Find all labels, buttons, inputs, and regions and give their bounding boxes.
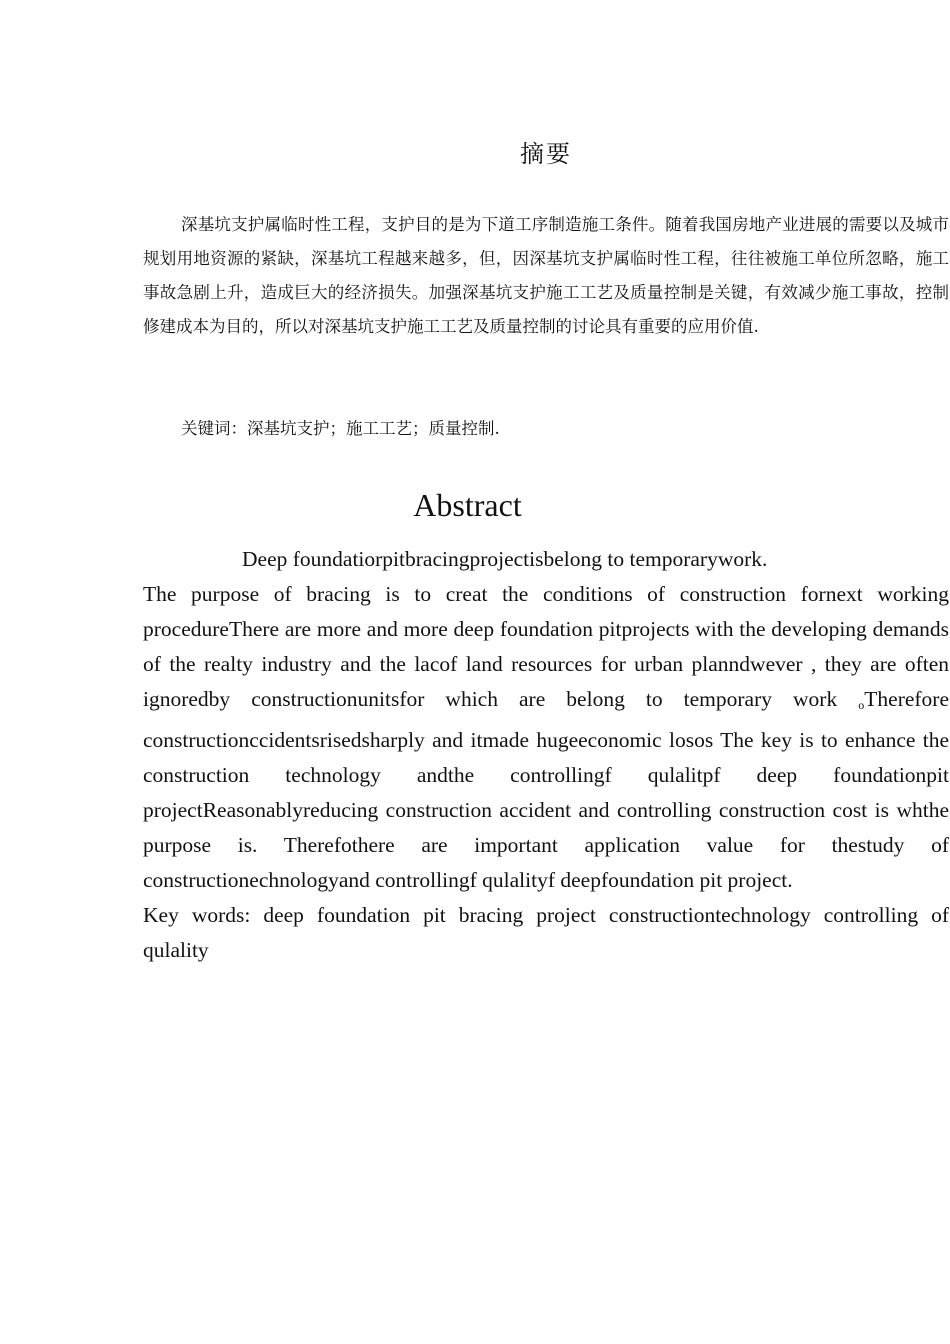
english-abstract-body-part2: Therefore constructionccidentsrisedsharply and itmade hugeeconomic losos The key is to enhance the construction technology andthe controllingf qulalitpf deep foundationpit projectReasonablyreducing construction accident and controlling construction cost is whthe purpose is. Therefothere are important application value for thestudy of constructionechnologyand controllingf qulalityf deepfoundation pit project.: [143, 687, 950, 892]
english-abstract-body-part1: The purpose of bracing is to creat the conditions of construction fornext working procedureThere are more and more deep foundation pitprojects with the developing demands of the realty industry and the lacof land resources for urban planndwever , they are often ignoredby constructionunitsfor which are belong to temporary work: [143, 582, 949, 711]
chinese-abstract-body: 深基坑支护属临时性工程，支护目的是为下道工序制造施工条件。随着我国房地产业进展的需要以及城市规划用地资源的紧缺，深基坑工程越来越多，但，因深基坑支护属临时性工程，往往被施工单位所忽略，施工事故急剧上升，造成巨大的经济损失。加强深基坑支护施工工艺及质量控制是关键，有效减少施工事故，控制修建成本为目的，所以对深基坑支护施工工艺及质量控制的讨论具有重要的应用价值.: [143, 215, 949, 336]
english-abstract-lead: Deep foundatiorpitbracingprojectisbelong to temporarywork.: [242, 547, 768, 571]
english-keywords: Key words: deep foundation pit bracing project constructiontechnology controlling of qulality: [143, 903, 949, 962]
chinese-keywords: 关键词：深基坑支护；施工工艺；质量控制.: [181, 419, 500, 438]
english-abstract-small-o: o: [858, 698, 865, 712]
english-abstract-body: [143, 577, 949, 898]
english-abstract-section: [143, 542, 949, 968]
english-abstract-title: Abstract: [413, 487, 522, 523]
chinese-abstract-title: 摘要: [520, 140, 572, 168]
